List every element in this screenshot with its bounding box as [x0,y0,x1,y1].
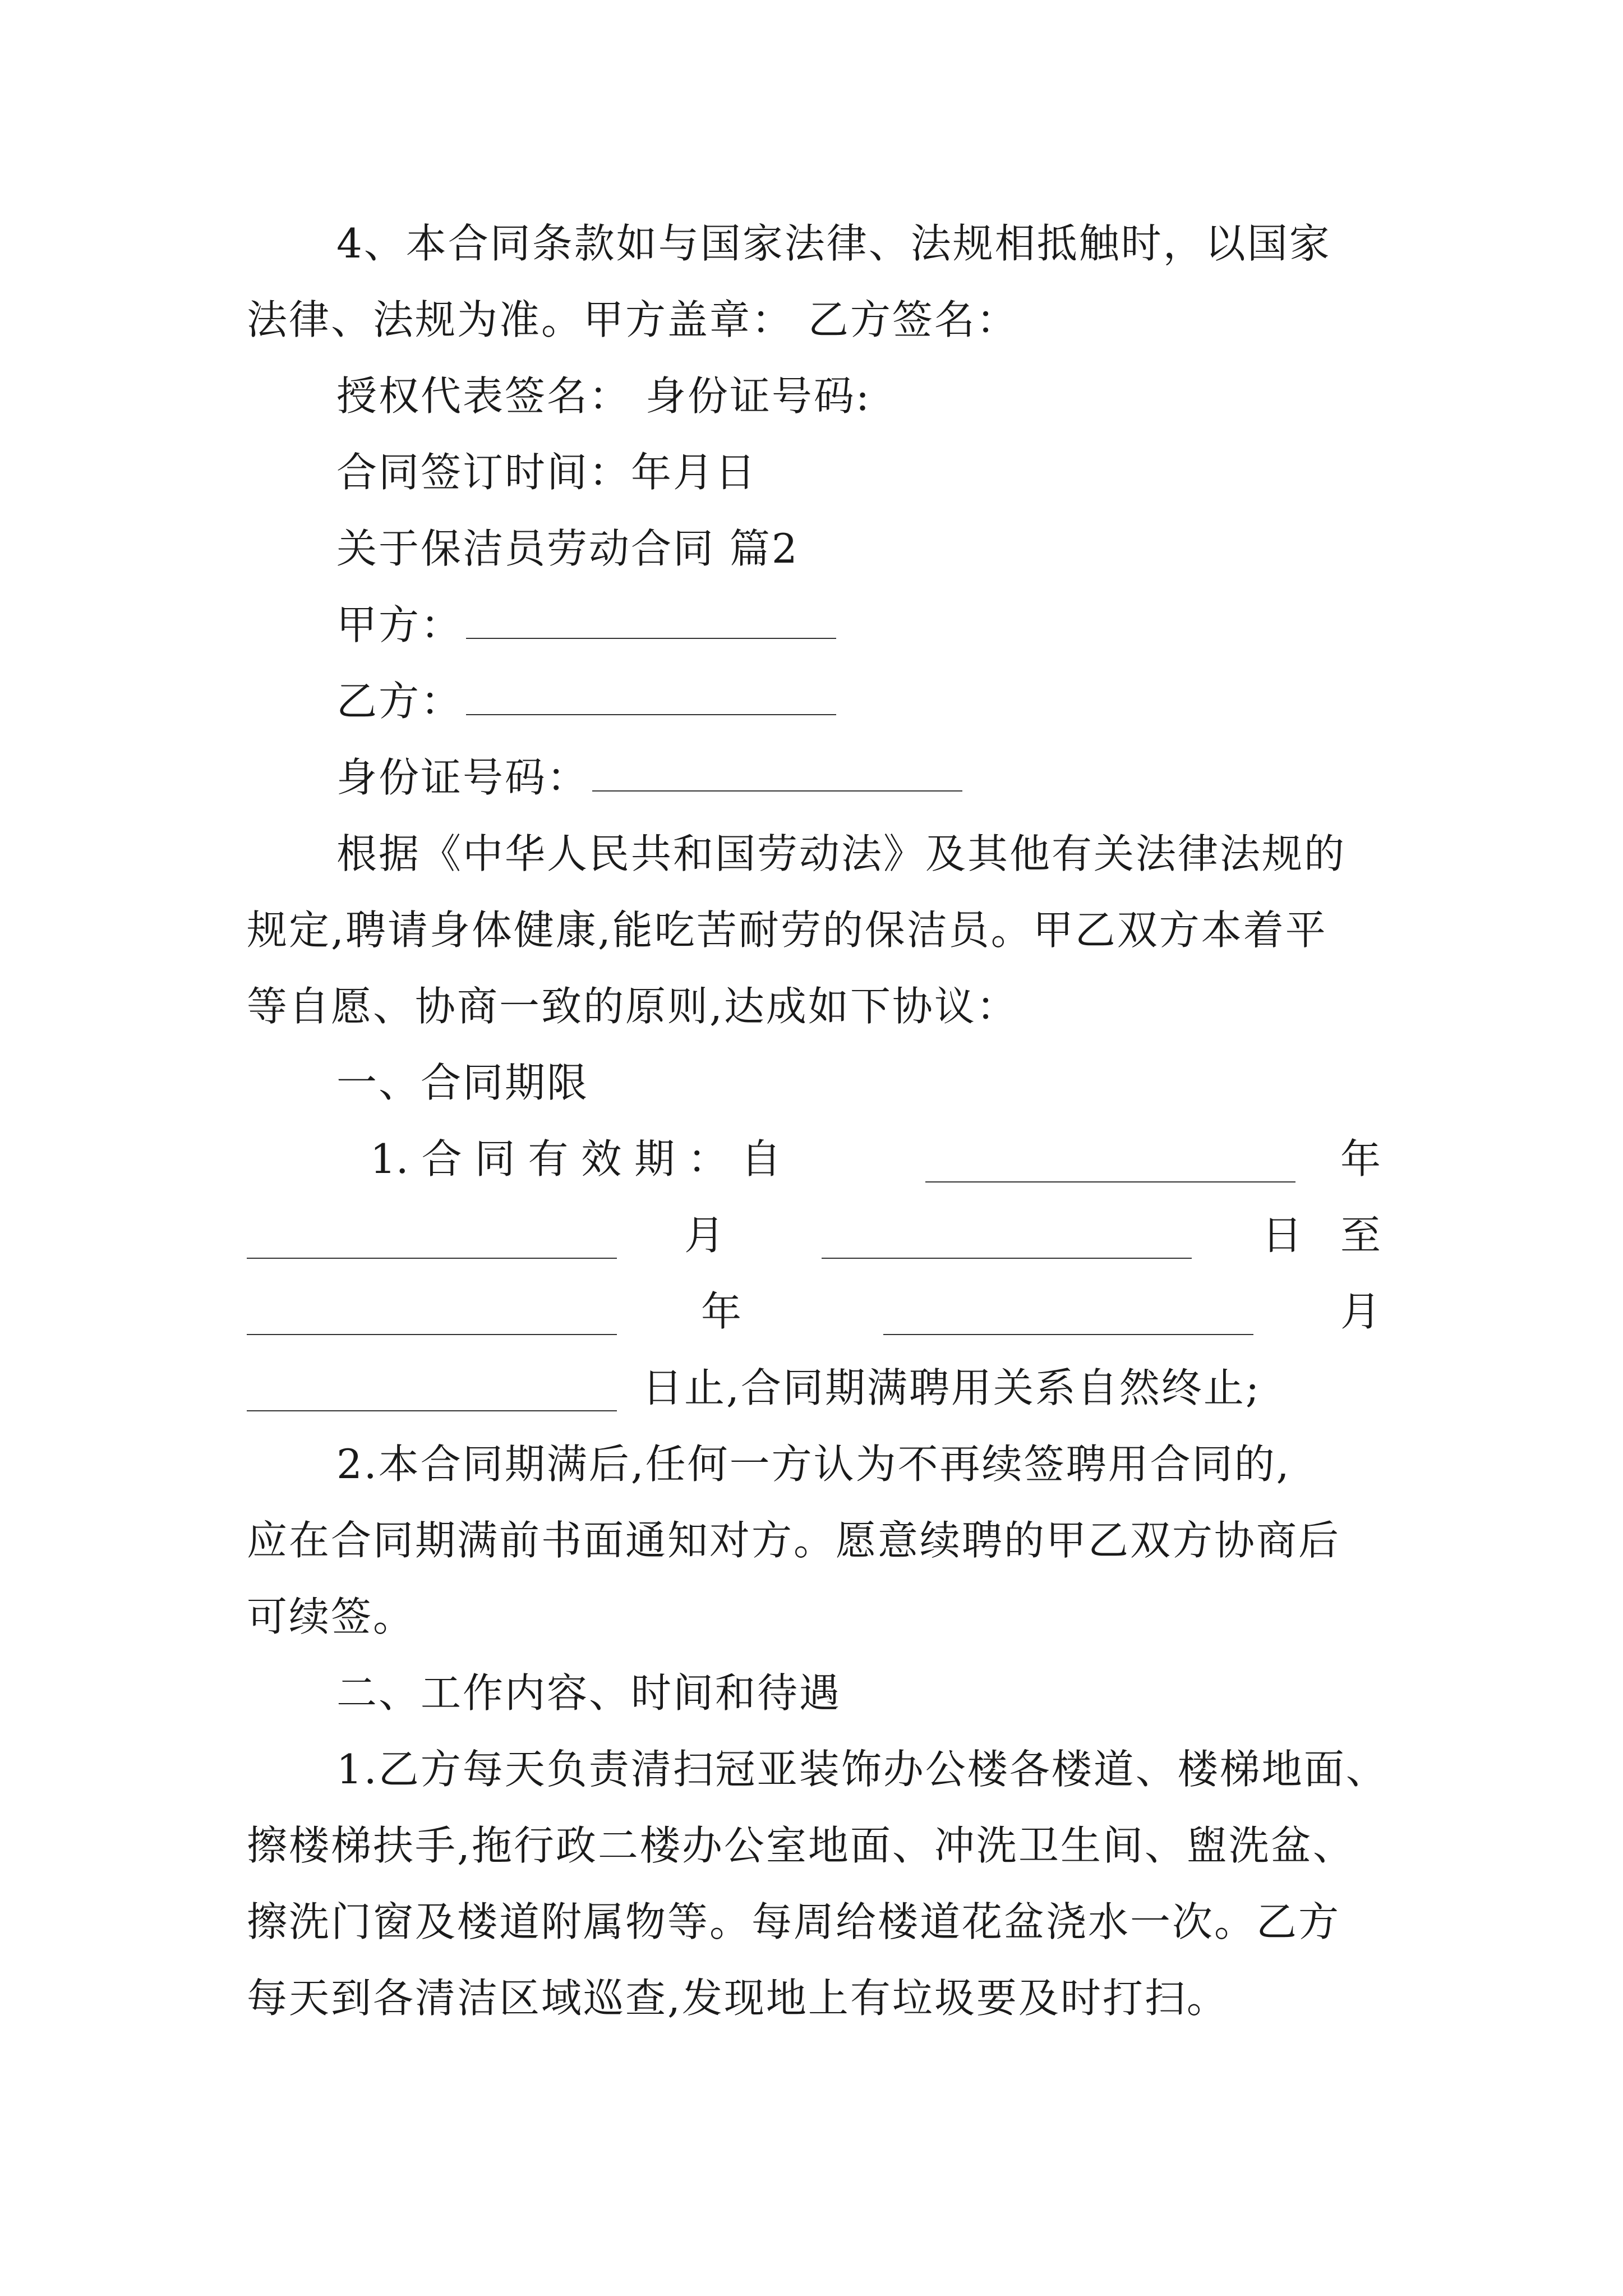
id-number-blank [592,753,962,792]
term-end-text: 日止,合同期满聘用关系自然终止; [642,1364,1261,1411]
paragraph-line: 可续签。 [247,1593,416,1640]
month-label: 月 [1340,1288,1381,1335]
term-start-day-blank [822,1258,1192,1259]
paragraph-line: 1.乙方每天负责清扫冠亚装饰办公楼各楼道、楼梯地面、 [336,1746,1388,1793]
term-end-day-blank [247,1410,617,1411]
id-number-label: 身份证号码： [336,754,589,801]
party-a-blank [466,601,836,639]
section-heading: 一、合同期限 [336,1059,589,1106]
term-end-month-blank [883,1334,1253,1335]
paragraph-line: 每天到各清洁区域巡查,发现地上有垃圾要及时打扫。 [247,1975,1229,2022]
paragraph-line: 擦洗门窗及楼道附属物等。每周给楼道花盆浇水一次。乙方 [247,1898,1341,1945]
party-a-row [336,597,1385,653]
year-label: 年 [1340,1135,1381,1182]
paragraph-line: 根据《中华人民共和国劳动法》及其他有关法律法规的 [336,830,1347,877]
month-label: 月 [684,1212,725,1259]
party-a-label: 甲方： [336,601,463,648]
paragraph-line: 合同签订时间：年月日 [336,449,758,496]
party-b-row [336,673,1385,729]
paragraph-line: 法律、法规为准。甲方盖章： 乙方签名： [247,296,1018,343]
term-start-year-blank [925,1181,1295,1182]
section-heading: 关于保洁员劳动合同 篇2 [336,525,799,572]
paragraph-line: 2.本合同期满后,任何一方认为不再续签聘用合同的, [336,1441,1291,1488]
year-label: 年 [701,1288,742,1335]
party-b-blank [466,677,836,715]
day-label: 日 [1262,1212,1303,1259]
term-start-month-blank [247,1258,617,1259]
paragraph-line: 授权代表签名： 身份证号码: [336,372,872,420]
paragraph-line: 应在合同期满前书面通知对方。愿意续聘的甲乙双方协商后 [247,1517,1341,1564]
party-b-label: 乙方： [336,678,463,725]
paragraph-line: 擦楼梯扶手,拖行政二楼办公室地面、冲洗卫生间、盥洗盆、 [247,1822,1355,1869]
term-label: 1. 合 同 有 效 期 ： 自 [370,1135,781,1182]
to-label: 至 [1340,1212,1381,1259]
paragraph-line: 等自愿、协商一致的原则,达成如下协议： [247,983,1018,1030]
term-end-year-blank [247,1334,617,1335]
paragraph-line: 规定,聘请身体健康,能吃苦耐劳的保洁员。甲乙双方本着平 [247,907,1327,954]
section-heading: 二、工作内容、时间和待遇 [336,1669,842,1717]
id-number-row [336,749,1385,806]
paragraph-line: 4、本合同条款如与国家法律、法规相抵触时，以国家 [336,220,1331,267]
